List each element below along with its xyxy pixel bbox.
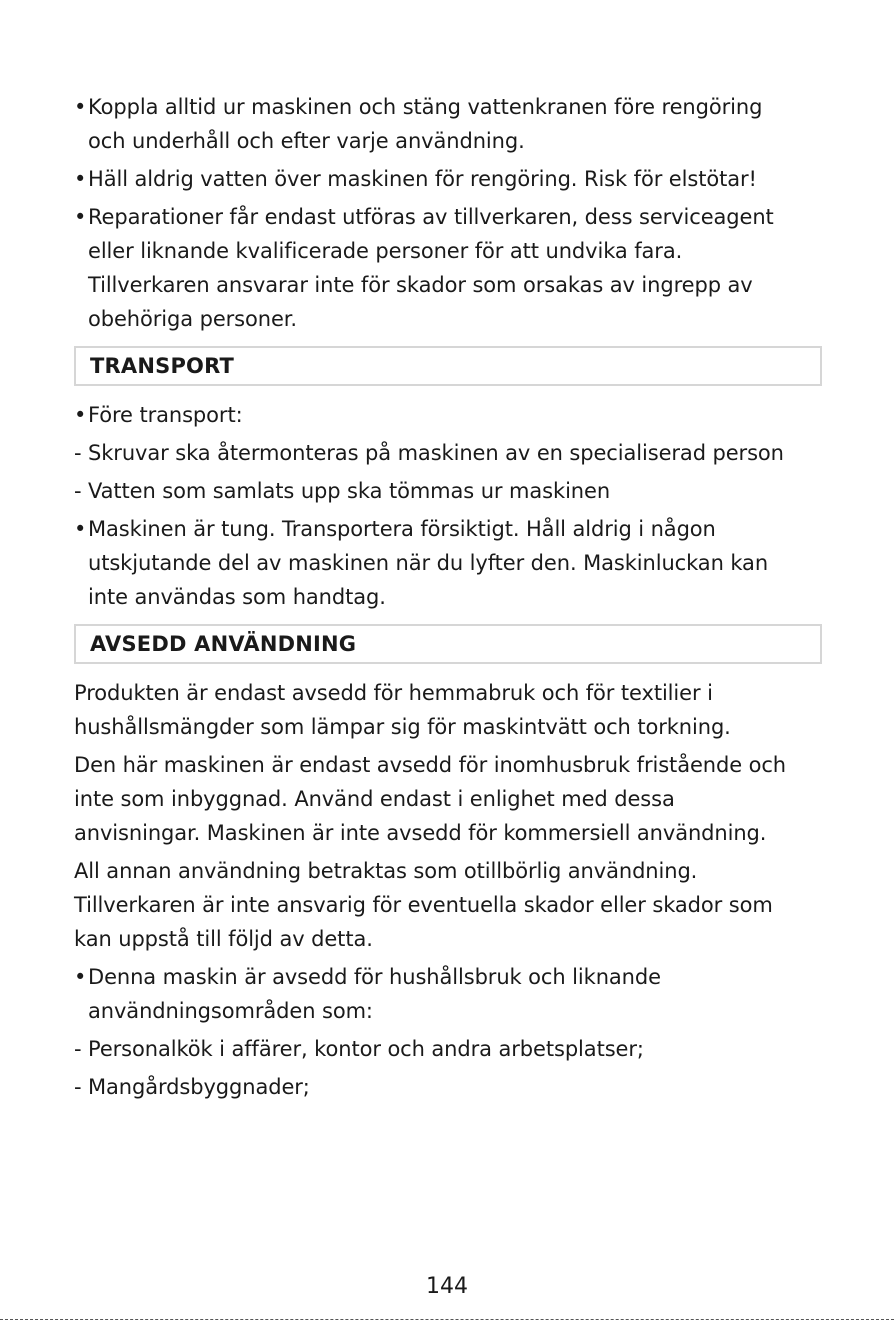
page-number: 144	[426, 1274, 468, 1299]
list-item	[74, 512, 822, 614]
text-line: Reparationer får endast utföras av tillverkaren, dess serviceagent	[88, 205, 774, 229]
text-line: utskjutande del av maskinen när du lyfter den. Maskinluckan kan	[88, 551, 769, 575]
text-line: Mangårdsbyggnader;	[88, 1075, 310, 1099]
list-item	[74, 960, 822, 1028]
text-line: Denna maskin är avsedd för hushållsbruk och liknande	[88, 965, 661, 989]
text-line: Vatten som samlats upp ska tömmas ur maskinen	[88, 479, 611, 503]
text-line: Koppla alltid ur maskinen och stäng vattenkranen före rengöring	[88, 95, 763, 119]
section-title: AVSEDD ANVÄNDNING	[90, 632, 357, 656]
text-line: kan uppstå till följd av detta.	[74, 927, 373, 951]
text-line: Häll aldrig vatten över maskinen för rengöring. Risk för elstötar!	[88, 167, 757, 191]
bullet-marker: •	[74, 205, 87, 229]
paragraph	[74, 676, 822, 744]
bullet-marker: •	[74, 95, 87, 119]
paragraph	[74, 748, 822, 850]
dash-marker: -	[74, 479, 82, 503]
text-line: inte användas som handtag.	[88, 585, 386, 609]
list-item	[74, 436, 822, 470]
list-item	[74, 1070, 822, 1104]
section-title: TRANSPORT	[90, 354, 235, 378]
dash-marker: -	[74, 441, 82, 465]
dash-marker: -	[74, 1075, 82, 1099]
bullet-marker: •	[74, 965, 87, 989]
section-header-intended-use	[74, 624, 822, 664]
text-line: och underhåll och efter varje användning.	[88, 129, 525, 153]
list-item	[74, 474, 822, 508]
text-line: hushållsmängder som lämpar sig för maskintvätt och torkning.	[74, 715, 731, 739]
text-line: Tillverkaren ansvarar inte för skador som orsakas av ingrepp av	[88, 273, 753, 297]
dash-marker: -	[74, 1037, 82, 1061]
text-line: Tillverkaren är inte ansvarig för eventuella skador eller skador som	[74, 893, 773, 917]
list-item	[74, 398, 822, 432]
bullet-marker: •	[74, 403, 87, 427]
text-line: inte som inbyggnad. Använd endast i enlighet med dessa	[74, 787, 675, 811]
paragraph	[74, 854, 822, 956]
list-item	[74, 200, 822, 336]
bullet-marker: •	[74, 167, 87, 191]
text-line: Maskinen är tung. Transportera försiktigt. Håll aldrig i någon	[88, 517, 716, 541]
section-header-transport	[74, 346, 822, 386]
text-line: anvisningar. Maskinen är inte avsedd för kommersiell användning.	[74, 821, 767, 845]
text-line: Skruvar ska återmonteras på maskinen av en specialiserad person	[88, 441, 784, 465]
text-line: eller liknande kvalificerade personer för att undvika fara.	[88, 239, 683, 263]
text-line: obehöriga personer.	[88, 307, 297, 331]
text-line: All annan användning betraktas som otillbörlig användning.	[74, 859, 698, 883]
document-page	[74, 90, 822, 1108]
text-line: användningsområden som:	[88, 999, 373, 1023]
text-line: Den här maskinen är endast avsedd för inomhusbruk fristående och	[74, 753, 787, 777]
list-item	[74, 1032, 822, 1066]
bullet-marker: •	[74, 517, 87, 541]
text-line: Produkten är endast avsedd för hemmabruk och för textilier i	[74, 681, 713, 705]
page-bottom-divider	[0, 1319, 894, 1320]
text-line: Före transport:	[88, 403, 243, 427]
list-item	[74, 162, 822, 196]
list-item	[74, 90, 822, 158]
text-line: Personalkök i affärer, kontor och andra arbetsplatser;	[88, 1037, 644, 1061]
